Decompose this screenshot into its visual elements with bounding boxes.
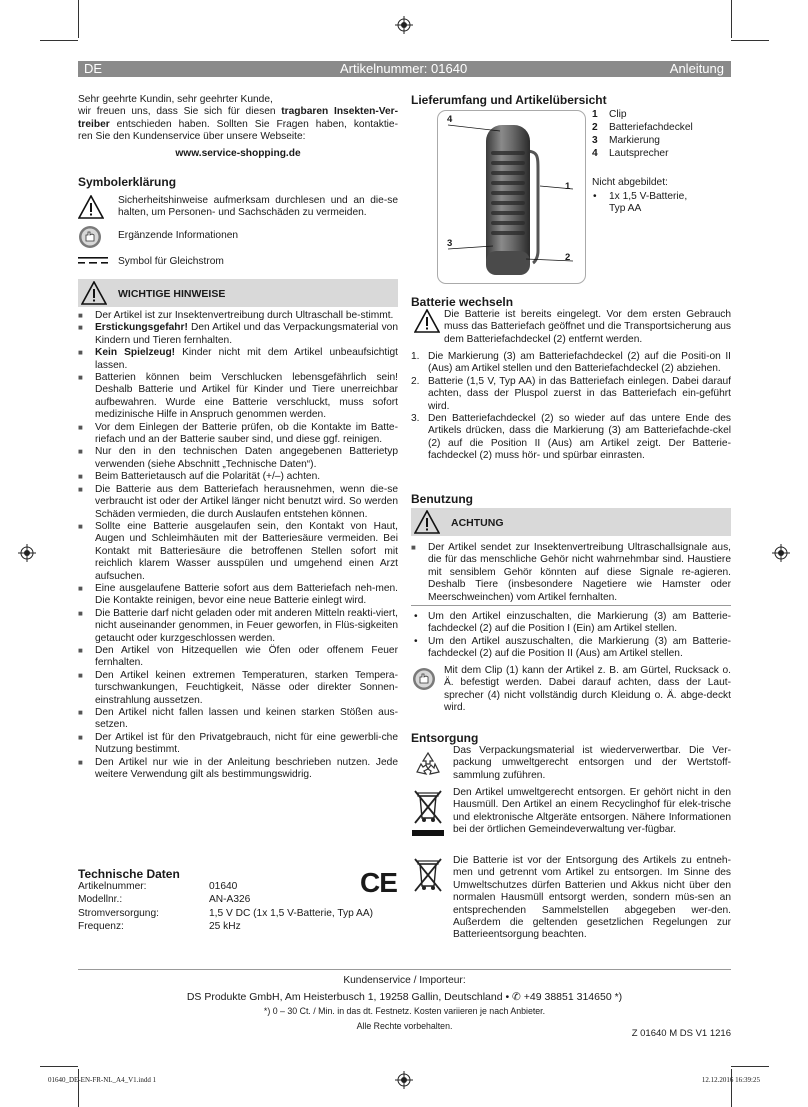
crop-mark bbox=[731, 1066, 769, 1067]
step-number: 2. bbox=[411, 375, 420, 387]
crop-mark bbox=[78, 0, 79, 38]
recycling-icon bbox=[413, 750, 443, 780]
intro-text: wir freuen uns, dass Sie sich für diesen bbox=[78, 106, 282, 118]
step-number: 1. bbox=[411, 351, 420, 362]
info-hand-icon bbox=[78, 225, 102, 249]
caution-label: ACHTUNG bbox=[451, 517, 504, 529]
callout-4: 4 bbox=[447, 114, 453, 125]
important-item-text: Beim Batterietausch auf die Polarität (+/–) achten. bbox=[95, 471, 321, 483]
important-item-text: Den Artikel von Hitzequellen wie Öfen oder offenem Feuer fernhalten. bbox=[95, 644, 398, 669]
important-item bbox=[78, 484, 398, 521]
registration-mark-icon bbox=[772, 544, 790, 562]
scope-title: Lieferumfang und Artikelübersicht bbox=[411, 93, 607, 107]
legend-label: Lautsprecher bbox=[609, 148, 669, 159]
registration-mark-icon bbox=[395, 16, 413, 34]
tech-key: Artikelnummer: bbox=[78, 881, 147, 892]
important-item-text: Nur den in den technischen Daten angegebenen Batterietyp verwenden (siehe Abschnitt „Technische Daten“). bbox=[95, 446, 398, 470]
parts-legend bbox=[592, 108, 693, 160]
not-shown-item: 1x 1,5 V-Batterie, bbox=[609, 191, 688, 202]
warning-symbol-text: Sicherheitshinweise aufmerksam durchlesen und an die-se halten, um Personen- und Sachschäden zu vermeiden. bbox=[118, 195, 398, 219]
disposal-title: Entsorgung bbox=[411, 731, 479, 745]
important-item-text: Vor dem Einlegen der Batterie prüfen, ob die Kontakte im Batte-riefach und an der Batterie sauber sind, und diese ggf. reinigen. bbox=[95, 421, 398, 446]
important-item-text: Sollte eine Batterie ausgelaufen sein, den Kontakt von Haut, Augen und Schleimhäuten mit der Batteriesäure vermeiden. Bei Kontakt mit Batteriesäure die betroffenen Stellen sofort mit reichlich klarem Wasser ausspülen und umgehend einen Arzt aufsuchen. bbox=[95, 520, 398, 582]
important-item-text: Die Batterie darf nicht geladen oder mit anderen Mitteln reakti-viert, nicht auseinander genommen, in Feuer geworfen, in Flüs-sigkeiten getaucht oder kurzgeschlossen werden. bbox=[95, 607, 398, 644]
tech-value: AN-A326 bbox=[209, 894, 251, 906]
legend-label: Clip bbox=[609, 109, 627, 120]
battery-bin-icon bbox=[412, 856, 444, 896]
crop-mark bbox=[40, 40, 78, 41]
symbols-title: Symbolerklärung bbox=[78, 175, 177, 189]
tech-value: 25 kHz bbox=[209, 921, 241, 933]
legend-number: 2 bbox=[592, 122, 598, 133]
footer-code: Z 01640 M DS V1 1216 bbox=[631, 1028, 731, 1039]
legend-number: 3 bbox=[592, 135, 598, 146]
legend-number: 4 bbox=[592, 148, 598, 159]
footer-rights: Alle Rechte vorbehalten. bbox=[356, 1021, 453, 1031]
legend-number: 1 bbox=[592, 109, 598, 120]
product-image-frame bbox=[437, 110, 586, 284]
tech-value: 01640 bbox=[209, 881, 238, 892]
important-item bbox=[78, 347, 398, 372]
step-text: Die Markierung (3) am Batteriefachdeckel (2) auf die Positi-on II (Aus) am Artikel stellen und den Batteriefachdeckel (2) abziehen. bbox=[428, 351, 731, 375]
weee-bar bbox=[412, 830, 444, 836]
battery-step bbox=[411, 413, 731, 463]
important-item bbox=[78, 707, 398, 732]
print-timestamp: 12.12.2016 16:39:25 bbox=[701, 1076, 760, 1084]
weee-disposal: Den Artikel umweltgerecht entsorgen. Er gehört nicht in den Hausmüll. Den Artikel an einem Recyclinghof für elek-trische und elektronische Altgeräte entsorgen. Nähere Informationen bei der örtlichen Gemeindeverwaltung ver-fügbar. bbox=[453, 787, 731, 836]
legend-label: Batteriefachdeckel bbox=[609, 122, 693, 133]
info-hand-icon bbox=[412, 667, 436, 691]
not-shown-title: Nicht abgebildet: bbox=[592, 177, 668, 188]
intro bbox=[78, 94, 398, 160]
website-link[interactable]: www.service-shopping.de bbox=[175, 147, 301, 159]
document-type: Anleitung bbox=[669, 61, 724, 76]
tech-key: Stromversorgung: bbox=[78, 907, 159, 919]
direct-current-icon bbox=[78, 256, 108, 266]
tech-value: 1,5 V DC (1x 1,5 V-Batterie, Typ AA) bbox=[209, 907, 374, 919]
caution-list bbox=[411, 542, 731, 604]
ce-mark: CE bbox=[360, 867, 397, 898]
warning-triangle-icon bbox=[81, 281, 107, 305]
tech-row bbox=[78, 893, 373, 906]
usage-step: • Um den Artikel einzuschalten, die Markierung (3) am Batterie-fachdeckel (2) auf die Position I (Ein) am Artikel stellen. bbox=[411, 611, 731, 636]
important-item-text: Der Artikel ist zur Insektenvertreibung durch Ultraschall be-stimmt. bbox=[95, 310, 394, 321]
intro-text: ren Sie den Kundenservice über unsere Webseite: bbox=[78, 131, 306, 143]
language-code: DE bbox=[84, 61, 103, 76]
step-number: 3. bbox=[411, 413, 420, 425]
important-item-text: Eine ausgelaufene Batterie sofort aus dem Batteriefach neh-men. Die Kontakte reinigen, bevor eine neue Batterie einlegt wird. bbox=[95, 582, 398, 607]
intro-product: treiber bbox=[78, 118, 110, 130]
usage-step: • Um den Artikel auszuschalten, die Markierung (3) am Batterie-fachdeckel (2) auf die Position II (Aus) am Artikel stellen. bbox=[411, 636, 731, 661]
important-item bbox=[78, 583, 398, 608]
legend-item bbox=[592, 121, 693, 134]
important-item bbox=[78, 757, 398, 782]
registration-mark-icon bbox=[395, 1071, 413, 1089]
important-item-text: Den Artikel keinen extremen Temperaturen, starken Tempera-turschwankungen, Feuchtigkeit, Nässe oder direkter Sonnen-einstrahlung aussetzen. bbox=[95, 669, 398, 706]
important-item-text: Die Batterie aus dem Batteriefach herausnehmen, wenn die-se verbraucht ist oder der Artikel länger nicht benutzt wird. So werden Schäden vermieden, die durch Auslaufen entstehen können. bbox=[95, 483, 398, 520]
important-item-text: Kinder nicht mit dem Artikel unbeaufsichtigt lassen. bbox=[95, 347, 398, 371]
important-notice-box bbox=[78, 279, 398, 307]
important-item-emphasis: Erstickungsgefahr! bbox=[95, 322, 188, 334]
footer-service: Kundenservice / Importeur: bbox=[343, 975, 466, 986]
important-list bbox=[78, 310, 398, 781]
footer-divider bbox=[78, 969, 731, 970]
warning-triangle-icon bbox=[78, 195, 104, 219]
battery-disposal: Die Batterie ist vor der Entsorgung des Artikels zu entneh-men und getrennt vom Artikel zu entsorgen. Im Sinne des Umweltschutzes dürfen Batterien und Akkus nicht über den normalen Hausmüll entsorgt werden, sondern müs-sen an entsprechenden Sammelstellen abgegeben wer-den. Außerdem die geltenden gesetzlichen Regelungen zur Batterieentsorgung beachten. bbox=[453, 855, 731, 941]
tech-table bbox=[78, 880, 373, 934]
important-item bbox=[78, 521, 398, 583]
important-item bbox=[78, 372, 398, 422]
footer-costs: *) 0 – 30 Ct. / Min. in das dt. Festnetz. Kosten variieren je nach Anbieter. bbox=[263, 1006, 546, 1016]
important-item bbox=[78, 645, 398, 670]
intro-text: entschieden haben. Sollten Sie Fragen haben, kontaktie- bbox=[109, 118, 398, 130]
crossed-bin-icon bbox=[412, 788, 444, 828]
callout-3: 3 bbox=[447, 238, 453, 249]
caution-item: ■ Der Artikel sendet zur Insektenvertreibung Ultraschallsignale aus, die für das menschliche Gehör nicht wahrnehmbar sind. Haustiere mit sensiblem Gehör könnten auf diese Signale re-agieren. Deshalb Tiere (insbesondere Nagetiere wie Hamster oder Meerschweinchen) vom Artikel fernhalten. bbox=[411, 542, 731, 604]
tech-row bbox=[78, 920, 373, 933]
important-notice-label: WICHTIGE HINWEISE bbox=[118, 288, 226, 300]
callout-1: 1 bbox=[565, 181, 571, 192]
battery-steps bbox=[411, 351, 731, 463]
dc-symbol-text: Symbol für Gleichstrom bbox=[118, 256, 224, 267]
warning-triangle-icon bbox=[414, 309, 440, 333]
usage-title: Benutzung bbox=[411, 492, 473, 506]
important-item bbox=[78, 446, 398, 471]
battery-step bbox=[411, 376, 731, 413]
crop-mark bbox=[731, 40, 769, 41]
info-symbol-text: Ergänzende Informationen bbox=[118, 230, 239, 241]
step-text: Den Batteriefachdeckel (2) so wieder auf das untere Ende des Artikels drücken, dass die Markierung (3) am Batteriefachde-ckel (2) auf die Position II (Aus) am Artikel zeigt. Der Batterie-fachdeckel (2) muss hör- und spürbar einrasten. bbox=[428, 413, 731, 462]
important-item-text: Den Artikel nicht fallen lassen und keinen starken Stößen aus-setzen. bbox=[95, 707, 398, 731]
tech-row bbox=[78, 880, 373, 893]
legend-item bbox=[592, 147, 693, 160]
important-item-emphasis: Kein Spielzeug! bbox=[95, 347, 176, 359]
crop-mark bbox=[40, 1066, 78, 1067]
warning-triangle-icon bbox=[414, 510, 440, 534]
important-item bbox=[78, 310, 398, 322]
indd-filename: 01640_DE-EN-FR-NL_A4_V1.indd 1 bbox=[48, 1076, 157, 1084]
caution-box bbox=[411, 508, 731, 536]
not-shown-item: Typ AA bbox=[609, 203, 642, 215]
step-text: Batterie (1,5 V, Typ AA) in das Batteriefach einlegen. Dabei darauf achten, dass der Pluspol zuerst in das Batteriefach ein-geführt wird. bbox=[428, 375, 731, 412]
callout-2: 2 bbox=[565, 252, 571, 263]
footer-address: DS Produkte GmbH, Am Heisterbusch 1, 19258 Gallin, Deutschland • ✆ +49 38851 314650 *) bbox=[186, 991, 623, 1003]
crop-mark bbox=[731, 0, 732, 38]
not-shown-list: • 1x 1,5 V-Batterie, Typ AA bbox=[593, 191, 688, 215]
important-item bbox=[78, 322, 398, 347]
battery-note: Die Batterie ist bereits eingelegt. Vor dem ersten Gebrauch muss das Batteriefach geöffnet und die Transportsicherung aus dem Batteriefachdeckel (2) entfernt werden. bbox=[444, 309, 731, 345]
tech-row bbox=[78, 907, 373, 920]
tech-title: Technische Daten bbox=[78, 867, 180, 881]
legend-item bbox=[592, 134, 693, 147]
registration-mark-icon bbox=[18, 544, 36, 562]
tech-key: Frequenz: bbox=[78, 921, 124, 933]
important-item-text: Der Artikel ist für den Privatgebrauch, nicht für eine gewerbli-che Nutzung bestimmt. bbox=[95, 731, 398, 756]
legend-item bbox=[592, 108, 693, 121]
important-item bbox=[78, 608, 398, 645]
important-item bbox=[78, 732, 398, 757]
legend-label: Markierung bbox=[609, 135, 660, 146]
important-item bbox=[78, 422, 398, 447]
packaging-disposal: Das Verpackungsmaterial ist wiederverwertbar. Die Ver-packung umweltgerecht entsorgen und der Wertstoff-sammlung zuführen. bbox=[453, 745, 731, 781]
important-item-text: Batterien können beim Verschlucken lebensgefährlich sein! Deshalb Batterie und Artikel für Kinder und Tiere unerreichbar aufbewahren. Wurde eine Batterie verschluckt, muss sofort medizinische Hilfe in Anspruch genommen werden. bbox=[95, 372, 398, 421]
important-item-text: Den Artikel und das Verpackungsmaterial von Kindern und Tieren fernhalten. bbox=[95, 322, 398, 346]
greeting: Sehr geehrte Kundin, sehr geehrter Kunde, bbox=[78, 94, 273, 105]
important-item bbox=[78, 471, 398, 483]
battery-title: Batterie wechseln bbox=[411, 295, 514, 309]
usage-steps bbox=[411, 611, 731, 661]
important-item-text: Den Artikel nur wie in der Anleitung beschrieben nutzen. Jede weitere Verwendung gilt als bestimmungswidrig. bbox=[95, 756, 398, 781]
article-number: Artikelnummer: 01640 bbox=[340, 61, 468, 76]
tech-key: Modellnr.: bbox=[78, 894, 123, 906]
battery-step bbox=[411, 351, 731, 376]
product-illustration bbox=[438, 111, 585, 283]
clip-info: Mit dem Clip (1) kann der Artikel z. B. am Gürtel, Rucksack o. Ä. befestigt werden. Dabei darauf achten, dass der Laut-sprecher (4) nicht vollständig durch Kleidung o. Ä. abge-deckt wird. bbox=[444, 665, 731, 714]
divider bbox=[411, 605, 731, 606]
important-item bbox=[78, 670, 398, 707]
header-bar bbox=[78, 61, 731, 77]
intro-product: tragbaren Insekten-Ver- bbox=[281, 106, 398, 118]
